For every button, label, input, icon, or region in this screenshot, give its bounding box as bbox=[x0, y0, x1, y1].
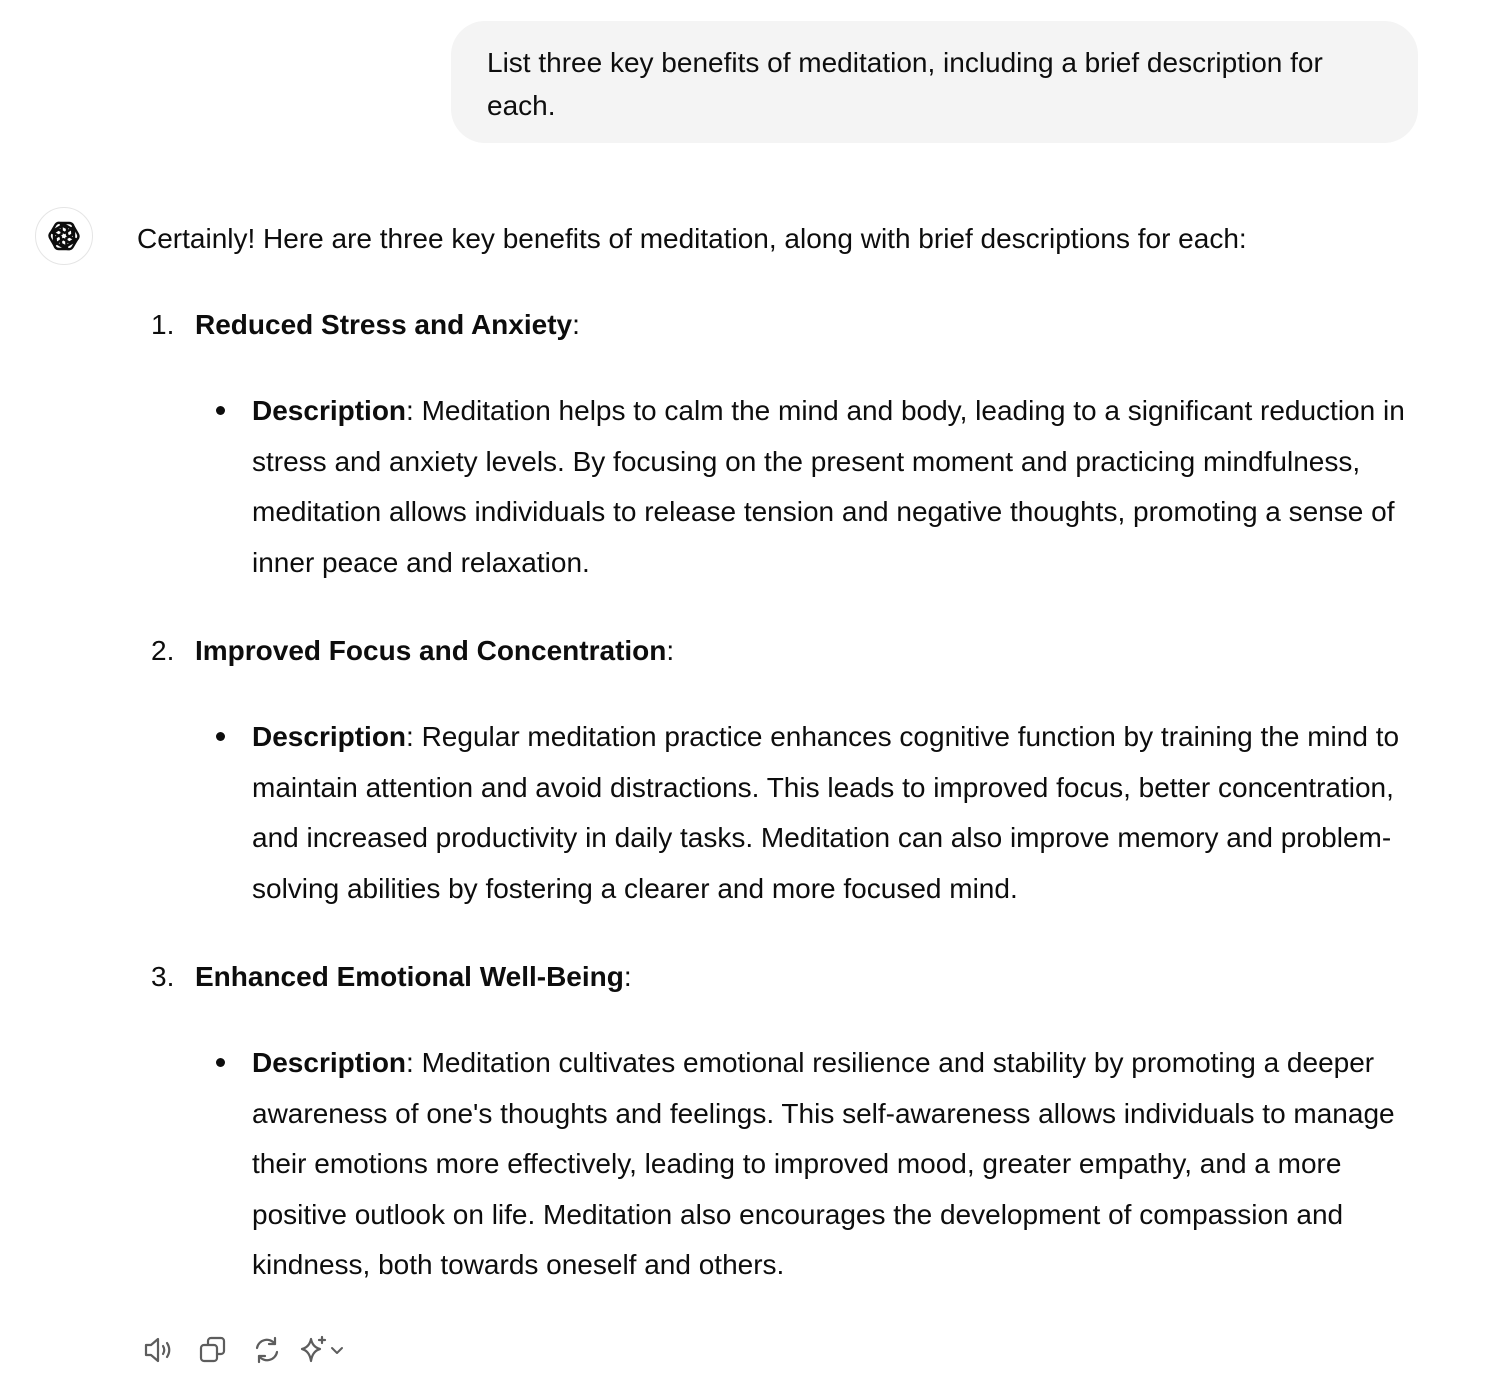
benefit-title-suffix: : bbox=[666, 635, 675, 666]
bullet-icon bbox=[216, 406, 225, 415]
description-list bbox=[195, 1038, 1427, 1291]
benefit-item bbox=[137, 954, 1427, 1291]
benefit-title: Reduced Stress and Anxiety bbox=[195, 309, 573, 340]
benefit-heading bbox=[195, 954, 1427, 1000]
description-label: Description bbox=[252, 395, 407, 426]
description-list bbox=[195, 386, 1427, 588]
benefit-heading bbox=[195, 302, 1427, 348]
read-aloud-button[interactable] bbox=[137, 1328, 181, 1372]
description-label: Description bbox=[252, 721, 407, 752]
benefit-item bbox=[137, 302, 1427, 588]
benefit-title-suffix: : bbox=[623, 961, 632, 992]
description-text: : Meditation cultivates emotional resilience and stability by promoting a deeper awareness of one's thoughts and feelings. This self-awareness allows individuals to manage their emotions more effectively, leading to improved mood, greater empathy, and a more positive outlook on life. Meditation also encourages the development of compassion and kindness, both towards oneself and others. bbox=[252, 1047, 1395, 1280]
copy-icon bbox=[198, 1335, 228, 1365]
refresh-icon bbox=[252, 1335, 282, 1365]
openai-logo-icon bbox=[46, 218, 82, 254]
copy-button[interactable] bbox=[191, 1328, 235, 1372]
list-number: 1. bbox=[151, 309, 175, 340]
message-actions bbox=[137, 1328, 373, 1372]
sparkle-icon bbox=[299, 1335, 329, 1365]
speaker-icon bbox=[142, 1335, 176, 1365]
benefit-title: Enhanced Emotional Well-Being bbox=[195, 961, 624, 992]
bullet-icon bbox=[216, 732, 225, 741]
assistant-intro: Certainly! Here are three key benefits of meditation, along with brief descriptions for each: bbox=[137, 223, 1247, 254]
benefits-list bbox=[137, 302, 1427, 1291]
benefit-item bbox=[137, 628, 1427, 914]
change-model-button[interactable] bbox=[299, 1328, 363, 1372]
user-message-text: List three key benefits of meditation, including a brief description for each. bbox=[487, 47, 1323, 121]
description-list bbox=[195, 712, 1427, 914]
description-text: : Meditation helps to calm the mind and body, leading to a significant reduction in stress and anxiety levels. By focusing on the present moment and practicing mindfulness, meditation allows individuals to release tension and negative thoughts, promoting a sense of inner peace and relaxation. bbox=[252, 395, 1405, 578]
description-item bbox=[195, 712, 1412, 914]
regenerate-button[interactable] bbox=[245, 1328, 289, 1372]
bullet-icon bbox=[216, 1058, 225, 1067]
description-text: : Regular meditation practice enhances cognitive function by training the mind to maintain attention and avoid distractions. This leads to improved focus, better concentration, and increased productivity in daily tasks. Meditation can also improve memory and problem-solving abilities by fostering a clearer and more focused mind. bbox=[252, 721, 1400, 904]
list-number: 2. bbox=[151, 635, 175, 666]
benefit-title: Improved Focus and Concentration bbox=[195, 635, 667, 666]
list-number: 3. bbox=[151, 961, 175, 992]
chevron-down-icon bbox=[329, 1335, 345, 1365]
user-message-bubble bbox=[451, 21, 1418, 143]
benefit-title-suffix: : bbox=[572, 309, 580, 340]
benefit-heading bbox=[195, 628, 1427, 674]
description-item bbox=[195, 1038, 1412, 1291]
description-item bbox=[195, 386, 1412, 588]
assistant-avatar bbox=[35, 207, 93, 265]
assistant-message bbox=[137, 216, 1427, 1331]
description-label: Description bbox=[252, 1047, 407, 1078]
